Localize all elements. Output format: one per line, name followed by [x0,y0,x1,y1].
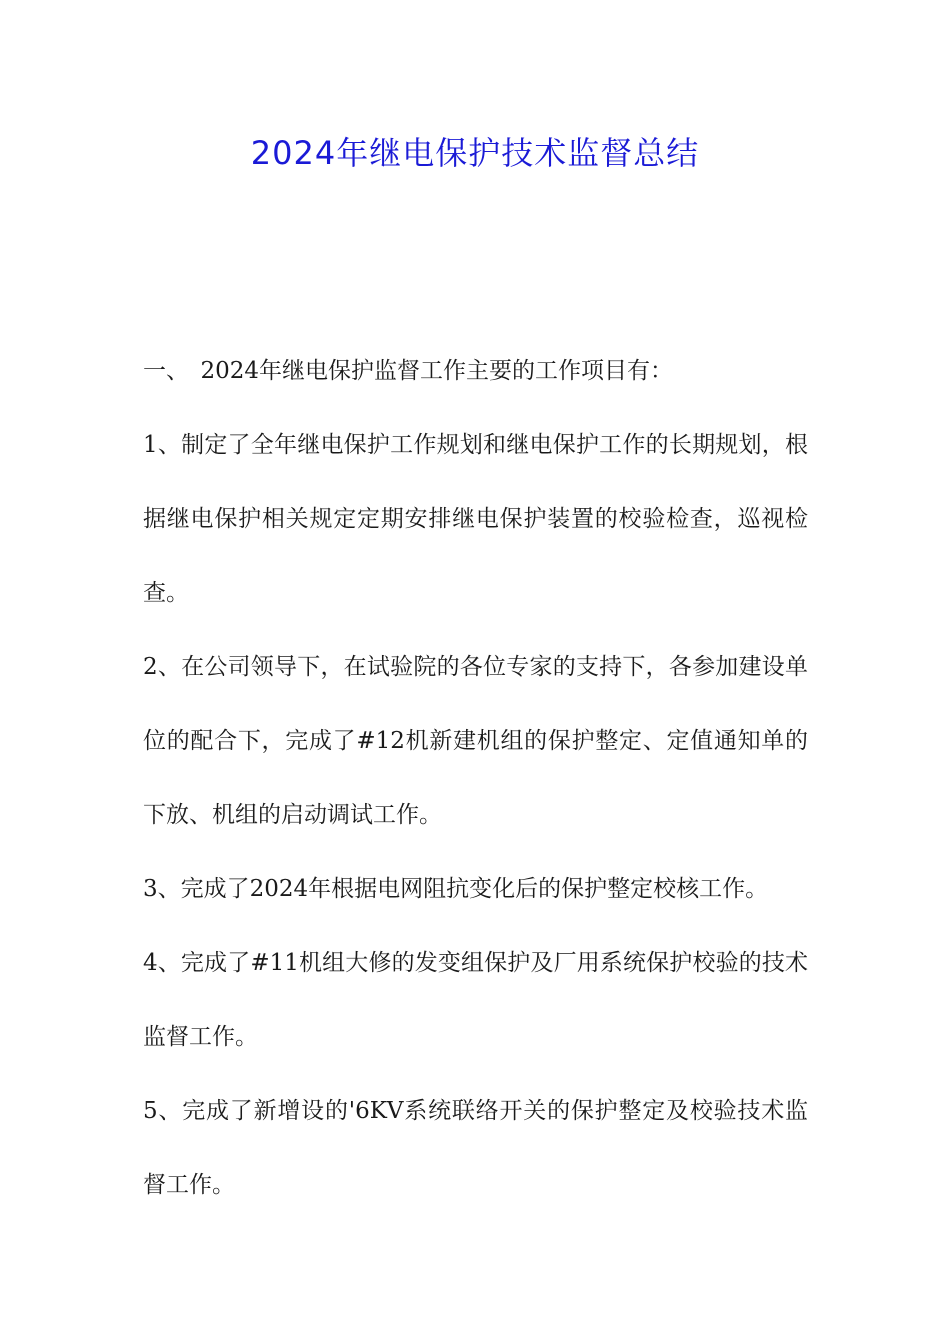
paragraph-item-5: 5、完成了新增设的'6KV系统联络开关的保护整定及校验技术监督工作。 [143,1098,808,1198]
paragraph-item-3: 3、完成了2024年根据电网阻抗变化后的保护整定校核工作。 [143,876,769,902]
section-heading: 一、 2024年继电保护监督工作主要的工作项目有： [143,358,674,384]
document-body [143,334,808,1222]
paragraph-item-2: 2、在公司领导下，在试验院的各位专家的支持下，各参加建设单位的配合下，完成了#12机新建机组的保护整定、定值通知单的下放、机组的启动调试工作。 [143,654,808,828]
paragraph-item-4: 4、完成了#11机组大修的发变组保护及厂用系统保护校验的技术监督工作。 [143,950,808,1050]
paragraph-item-1: 1、制定了全年继电保护工作规划和继电保护工作的长期规划，根据继电保护相关规定定期安排继电保护装置的校验检查，巡视检查。 [143,432,808,606]
document-title: 2024年继电保护技术监督总结 [250,134,700,172]
